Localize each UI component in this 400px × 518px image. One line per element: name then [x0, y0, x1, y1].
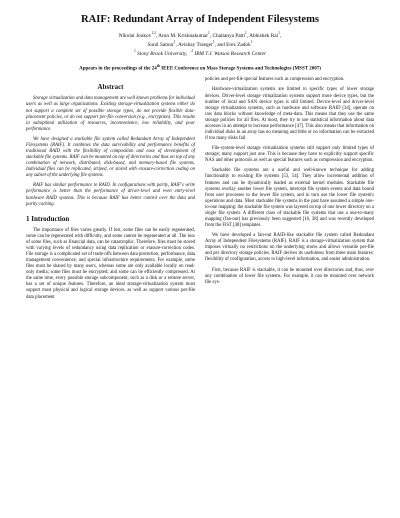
author-line-2 [26, 40, 374, 49]
author-affiliation-marker: 1 [173, 39, 176, 44]
affiliations [26, 49, 374, 58]
venue-line [26, 64, 374, 72]
section-heading-introduction: 1 Introduction [26, 214, 70, 223]
author-affiliation-marker: 1 [208, 31, 210, 35]
body-paragraph: Stackable file systems are a useful and well-known technique for adding functionality to existing file systems [53, 54]. They allow incremental addition of features and can be dynamically loaded as external kernel modules. Stackable file systems overlay another lower file system, intercept file system events and data bound from user processes to the lower file system, and in turn use the lower file system's operations and data. Most stackable file systems in the past have assumed a simple one-to-one mapping: the stackable file system was layered on top of one lower directory on a single file system. A different class of stackable file systems that use a one-to-many mapping (fan-out) has previously been suggested [16, 38] and was recently developed from the FiST [48] templates. [205, 168, 374, 229]
body-paragraph: The importance of files varies greatly. If lost, some files can be easily regenerated, some can be regenerated with difficulty, and some cannot be regenerated at all. The loss of some files, such as financial data, can be catastrophic. Therefore, files must be stored with varying levels of redundancy using data replication or erasure-correction codes. File storage is a complicated set of trade-offs between data protection, performance, data management convenience, and special infrastructure requirements. For example, some files must be shared by many users, whereas some are only available locally on read-only media; some files must be encrypted; and some can be efficiently compressed. At the same time, every possible storage subcomponent, such as a disk or a remote server, has a set of unique features. Therefore, an ideal storage-virtualization system must support most physical and logical storage devices, as well as support various per-file data placement [26, 227, 195, 300]
body-paragraph: Hardware-virtualization systems are limited to specific types of lower storage devices. Driver-level storage virtualization systems support more device types, but the number of local and SAN device types is still limited. Device-level and driver-level storage virtualization systems, such as hardware and software RAID [34], operate on raw data blocks without knowledge of meta-data. This means that they use the same storage policies for all files. At most, they try to use statistical information about data accesses in an attempt to increase performance [47]. This also means that information on individual disks in an array has no meaning and little or no information can be extracted if too many disks fail. [205, 87, 374, 142]
author-affiliation-marker: 1 [212, 39, 215, 44]
author-list [26, 31, 374, 49]
venue-prefix: Appears in the proceedings of the 24 [79, 66, 157, 72]
abstract-paragraph: RAIF has similar performance to RAID. In configurations with parity, RAIF's write performance is better than the performance of driver-level and even entry-level hardware RAID systems. This is because RAIF has better control over the data and parity caching. [26, 183, 195, 207]
body-paragraph: We have developed a fan-out RAID-like stackable file system called Redundant Array of Independent Filesystems (RAIF). RAIF is a storage-virtualization system that imposes virtually no restrictions on the underlying stores and allows versatile per-file and per directory storage policies. RAIF derives its usefulness from three main features: flexibility of configuration, access to high-level information, and easier administration. [205, 233, 374, 263]
paper-title: RAIF: Redundant Array of Independent Filesystems [80, 14, 320, 25]
body-paragraph: First, because RAIF is stackable, it can be mounted over directories and, thus, over any combination of lower file systems. For example, it can be mounted over network file sys- [205, 267, 374, 285]
affiliation-2-marker: 2 [191, 48, 194, 53]
venue-superscript: th [156, 63, 160, 68]
author-line-1 [26, 31, 374, 40]
venue-suffix: IEEE Conference on Mass Storage Systems and Technologies (MSST 2007) [159, 66, 321, 72]
author-affiliation-marker: 1 [244, 31, 247, 35]
right-column [205, 77, 374, 304]
author-line-2-text: Sunil Satnur$^1$, Avishay Traeger$^1$, and Erez Zadok$^1$ [147, 39, 253, 48]
body-paragraph: File-system-level storage virtualization systems still support only limited types of storage; many support just one. This is because they have to explicitly support specific NAS and other protocols as well as special features such as compression and encryption. [205, 146, 374, 164]
abstract-heading: Abstract [97, 83, 124, 92]
abstract-paragraph: We have designed a stackable file system called Redundant Array of Independent Filesystems (RAIF). It combines the data survivability and performance benefits of traditional RAID with the flexibility of composition and ease of development of stackable file systems. RAIF can be mounted on top of directories and thus on top of any combination of network, distributed, disk-based, and memory-based file systems. Individual files can be replicated, striped, or stored with erasure-correction coding on any subset of the underlying file systems. [26, 136, 195, 179]
affiliation-2: IBM T.J. Watson Research Center [194, 50, 267, 57]
abstract-paragraph: Storage virtualization and data management are well known problems for individual users as well as large organizations. Existing storage-virtualization systems either do not support a complete set of possible storage types, do not provide flexible data-placement policies, or do not support per-file conversion (e.g., encryption). This results in suboptimal utilization of resources, inconvenience, low reliability, and poor performance. [26, 96, 195, 132]
author-line-1-text: Nikolai Joukov$^{1,2}$, Arun M. Krishnakumar$^1$, Chaitanya Patti$^1$, Abhishek Rai$^1$, [118, 31, 282, 39]
affiliation-1: Stony Brook University, [137, 50, 188, 57]
body-paragraph: policies and per-file special features such as compression and encryption. [205, 77, 345, 83]
left-column [26, 77, 195, 304]
author-affiliation-marker: 1,2 [151, 31, 156, 35]
affiliation-1-marker: 1 [133, 48, 136, 53]
two-column-body [26, 77, 374, 304]
author-affiliation-marker: 1 [250, 39, 253, 44]
author-affiliation-marker: 1 [278, 31, 280, 35]
